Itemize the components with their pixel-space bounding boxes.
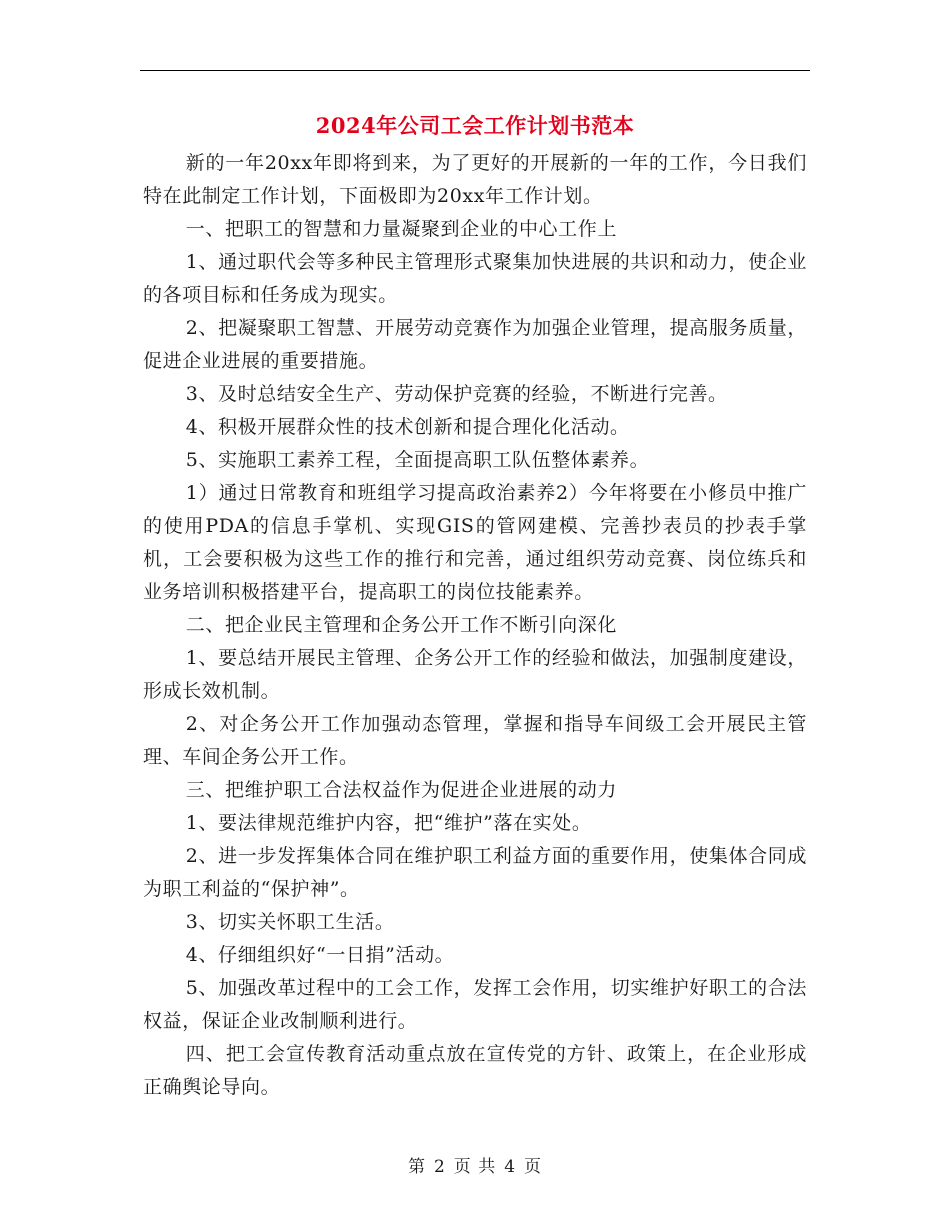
section-heading-3: 三、把维护职工合法权益作为促进企业进展的动力 bbox=[185, 779, 617, 801]
section-heading-2: 二、把企业民主管理和企务公开工作不断引向深化 bbox=[185, 614, 617, 636]
list-item: 3、及时总结安全生产、劳动保护竞赛的经验，不断进行完善。 bbox=[185, 383, 728, 405]
list-item: 4、仔细组织好“一日捐”活动。 bbox=[185, 944, 455, 966]
list-item: 2、进一步发挥集体合同在维护职工利益方面的重要作用，使集体合同成为职工利益的“保护神”。 bbox=[143, 845, 807, 900]
page-footer bbox=[0, 1152, 950, 1177]
paragraph-intro: 新的一年20xx年即将到来，为了更好的开展新的一年的工作，今日我们特在此制定工作计划，下面极即为20xx年工作计划。 bbox=[143, 152, 807, 207]
list-item: 5、实施职工素养工程，全面提高职工队伍整体素养。 bbox=[185, 449, 650, 471]
page-label-prefix: 第 bbox=[407, 1157, 426, 1177]
section-heading-4: 四、把工会宣传教育活动重点放在宣传党的方针、政策上，在企业形成正确舆论导向。 bbox=[143, 1043, 807, 1098]
list-item: 4、积极开展群众性的技术创新和提合理化化活动。 bbox=[185, 416, 630, 438]
page-label-mid: 页 共 bbox=[453, 1157, 497, 1177]
list-item: 2、把凝聚职工智慧、开展劳动竞赛作为加强企业管理，提高服务质量，促进企业进展的重要措施。 bbox=[143, 317, 807, 372]
list-item: 1、要总结开展民主管理、企务公开工作的经验和做法，加强制度建设，形成长效机制。 bbox=[143, 647, 807, 702]
current-page-number: 2 bbox=[433, 1157, 446, 1177]
total-pages-number: 4 bbox=[504, 1157, 517, 1177]
list-item: 1、要法律规范维护内容，把“维护”落在实处。 bbox=[185, 812, 592, 834]
list-item: 2、对企务公开工作加强动态管理，掌握和指导车间级工会开展民主管理、车间企务公开工作。 bbox=[143, 713, 807, 768]
header-rule bbox=[140, 70, 810, 71]
document-body bbox=[143, 147, 807, 1104]
list-item: 5、加强改革过程中的工会工作，发挥工会作用，切实维护好职工的合法权益，保证企业改制顺利进行。 bbox=[143, 977, 807, 1032]
list-item: 3、切实关怀职工生活。 bbox=[185, 911, 395, 933]
page-label-suffix: 页 bbox=[524, 1157, 543, 1177]
section-heading-1: 一、把职工的智慧和力量凝聚到企业的中心工作上 bbox=[185, 218, 617, 240]
document-title: 2024年公司工会工作计划书范本 bbox=[315, 113, 635, 138]
list-item: 1）通过日常教育和班组学习提高政治素养2）今年将要在小修员中推广的使用PDA的信息手掌机、实现GIS的管网建模、完善抄表员的抄表手掌机，工会要积极为这些工作的推行和完善，通过组织劳动竞赛、岗位练兵和业务培训积极搭建平台，提高职工的岗位技能素养。 bbox=[143, 482, 807, 603]
list-item: 1、通过职代会等多种民主管理形式聚集加快进展的共识和动力，使企业的各项目标和任务成为现实。 bbox=[143, 251, 807, 306]
